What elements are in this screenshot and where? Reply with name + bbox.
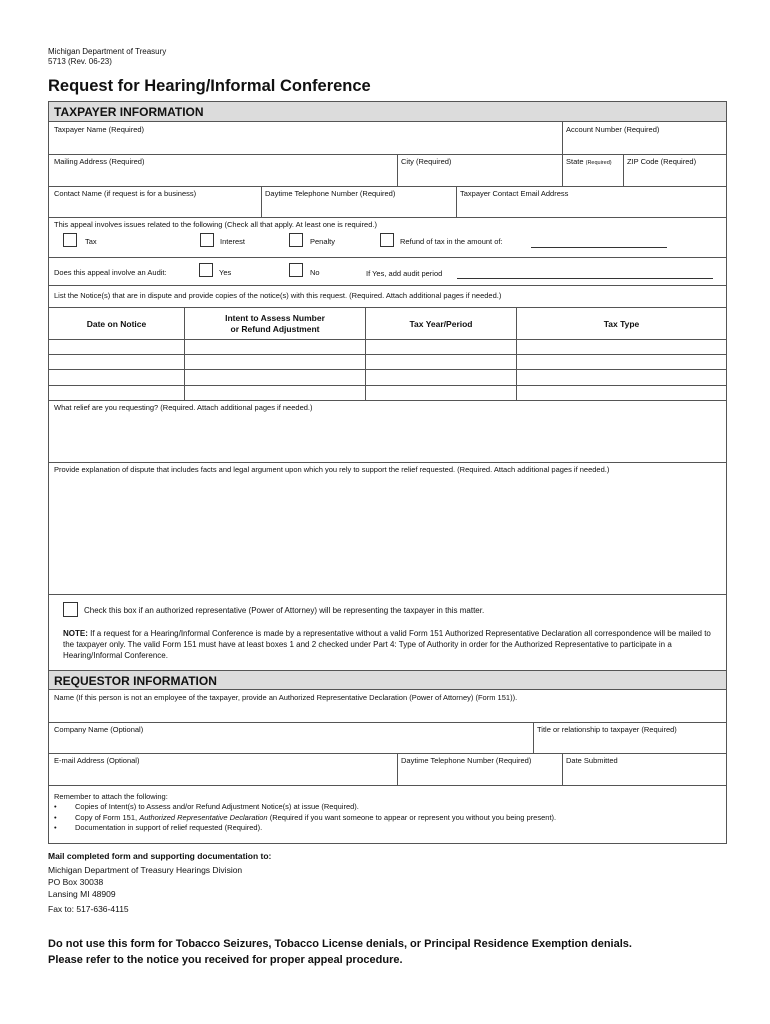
col-intent-number: Intent to Assess Number or Refund Adjustment <box>225 313 325 334</box>
col-tax-year: Tax Year/Period <box>409 319 473 329</box>
representative-checkbox-label: Check this box if an authorized representative (Power of Attorney) will be representing the taxpayer in this matter. <box>84 606 485 615</box>
zip-label: ZIP Code (Required) <box>627 157 697 166</box>
requestor-section-title: REQUESTOR INFORMATION <box>49 670 726 690</box>
table-row[interactable] <box>49 369 726 370</box>
mailing-address-label: Mailing Address (Required) <box>54 157 145 166</box>
interest-checkbox[interactable] <box>200 233 214 247</box>
explanation-label: Provide explanation of dispute that includes facts and legal argument upon which you rely to support the relief requested. (Required. Attach additional pages if needed.) <box>54 465 610 474</box>
requestor-phone-label: Daytime Telephone Number (Required) <box>401 756 532 765</box>
col-date-on-notice: Date on Notice <box>86 319 147 329</box>
attach-item-2: Copy of Form 151, Authorized Representative Declaration (Required if you want someone to appear or represent you without you being present). <box>75 813 557 822</box>
audit-no-checkbox[interactable] <box>289 263 303 277</box>
form-container: TAXPAYER INFORMATION Taxpayer Name (Required) Account Number (Required) Mailing Address (Required) City (Required) State (Required) ZIP Code (Required) Contact Name (if request is for a business) Daytime Telephone Number (Required) Taxpayer Contact Email Address This appeal involves issues related to the following (Check all that apply. At least one is required.) Tax Interest Penalty Refund of tax in the amount of: Does this appeal involve an Audit: Yes No If Yes, add audit period List the Notice(s) that are in dispute and provide copies of the notice(s) with this request. (Required. Attach additional pages if needed.) Date on Notice Intent to Assess Number or Refund Adjustment Tax Year/Period Tax Type What relief are you requesting? (Required. Attach additional pages if needed.) Provide explanation of dispute that includes facts and legal argument upon which you rely to support the relief requested. (Required. Attach additional pages if needed.) Check this box if an authorized representative (Power of Attorney) will be representing the taxpayer in this matter. NOTE: If a request for a Hearing/Informal Conference is made by a representative without a valid Form 151 Authorized Representative Declaration all correspondence will be mailed to the taxpayer only. The valid Form 151 must have at least boxes 1 and 2 checked under Part 4: Type of Authority in order for the Authorized Representative to participate in a Hearing/Informal Conference. REQUESTOR INFORMATION Name (If this person is not an employee of the taxpayer, provide an Authorized Representative Declaration (Power of Attorney) (Form 151)). Company Name (Optional) Title or relationship to taxpayer (Required) E-mail Address (Optional) Daytime Telephone Number (Required) Date Submitted Remember to attach the following: • Copies of Intent(s) to Assess and/or Refund Adjustment Notice(s) at issue (Required). • Copy of Form 151, Authorized Representative Declaration (Required if you want someone to appear or represent you without you being present). • Documentation in support of relief requested (Required). <box>48 101 727 844</box>
table-row[interactable] <box>49 354 726 355</box>
daytime-phone-label: Daytime Telephone Number (Required) <box>265 189 396 198</box>
contact-name-label: Contact Name (if request is for a business) <box>54 189 197 198</box>
taxpayer-name-label: Taxpayer Name (Required) <box>54 125 145 134</box>
warning-line-1: Do not use this form for Tobacco Seizures, Tobacco License denials, or Principal Residence Exemption denials. <box>48 938 632 950</box>
state-label: State (Required) <box>566 157 612 166</box>
page-title: Request for Hearing/Informal Conference <box>48 77 371 95</box>
tax-option-label: Tax <box>85 237 97 246</box>
city-label: City (Required) <box>401 157 452 166</box>
agency-name: Michigan Department of Treasury <box>48 47 167 56</box>
form-revision: 5713 (Rev. 06-23) <box>48 57 112 66</box>
audit-period-field[interactable] <box>457 278 713 279</box>
requestor-email-label: E-mail Address (Optional) <box>54 756 140 765</box>
audit-yes-checkbox[interactable] <box>199 263 213 277</box>
company-name-label: Company Name (Optional) <box>54 725 144 734</box>
representative-checkbox[interactable] <box>63 602 78 617</box>
audit-no-label: No <box>310 268 320 277</box>
representative-note: NOTE: If a request for a Hearing/Informal Conference is made by a representative without a valid Form 151 Authorized Representative Declaration all correspondence will be mailed to the taxpayer only. The valid Form 151 must have at least boxes 1 and 2 checked under Part 4: Type of Authority in order for the Authorized Representative to participate in a Hearing/Informal Conference. <box>63 629 711 660</box>
remember-heading: Remember to attach the following: <box>54 792 168 801</box>
penalty-checkbox[interactable] <box>289 233 303 247</box>
attach-item-1: Copies of Intent(s) to Assess and/or Refund Adjustment Notice(s) at issue (Required). <box>75 802 359 811</box>
mail-heading: Mail completed form and supporting documentation to: <box>48 851 272 861</box>
refund-checkbox[interactable] <box>380 233 394 247</box>
mail-line-1: Michigan Department of Treasury Hearings Division <box>48 865 243 875</box>
mail-line-3: Lansing MI 48909 <box>48 889 116 899</box>
interest-option-label: Interest <box>220 237 246 246</box>
attach-item-3: Documentation in support of relief requested (Required). <box>75 823 263 832</box>
audit-question-label: Does this appeal involve an Audit: <box>54 268 167 277</box>
col-tax-type: Tax Type <box>603 319 640 329</box>
refund-option-label: Refund of tax in the amount of: <box>400 237 503 246</box>
account-number-label: Account Number (Required) <box>566 125 660 134</box>
refund-amount-field[interactable] <box>531 247 667 248</box>
date-submitted-label: Date Submitted <box>566 756 618 765</box>
fax-number: Fax to: 517-636-4115 <box>48 904 129 914</box>
audit-yes-label: Yes <box>219 268 232 277</box>
title-relationship-label: Title or relationship to taxpayer (Required) <box>537 725 677 734</box>
taxpayer-section-title: TAXPAYER INFORMATION <box>49 102 726 122</box>
audit-period-label: If Yes, add audit period <box>366 269 443 278</box>
taxpayer-email-label: Taxpayer Contact Email Address <box>460 189 569 198</box>
table-row[interactable] <box>49 385 726 386</box>
tax-checkbox[interactable] <box>63 233 77 247</box>
mail-line-2: PO Box 30038 <box>48 877 104 887</box>
appeal-issues-label: This appeal involves issues related to the following (Check all that apply. At least one is required.) <box>54 220 377 229</box>
relief-label: What relief are you requesting? (Required. Attach additional pages if needed.) <box>54 403 313 412</box>
warning-line-2: Please refer to the notice you received for proper appeal procedure. <box>48 954 403 966</box>
requestor-name-label: Name (If this person is not an employee of the taxpayer, provide an Authorized Representative Declaration (Power of Attorney) (Form 151)). <box>54 693 518 702</box>
penalty-option-label: Penalty <box>310 237 336 246</box>
notices-instruction: List the Notice(s) that are in dispute and provide copies of the notice(s) with this request. (Required. Attach additional pages if needed.) <box>54 291 502 300</box>
